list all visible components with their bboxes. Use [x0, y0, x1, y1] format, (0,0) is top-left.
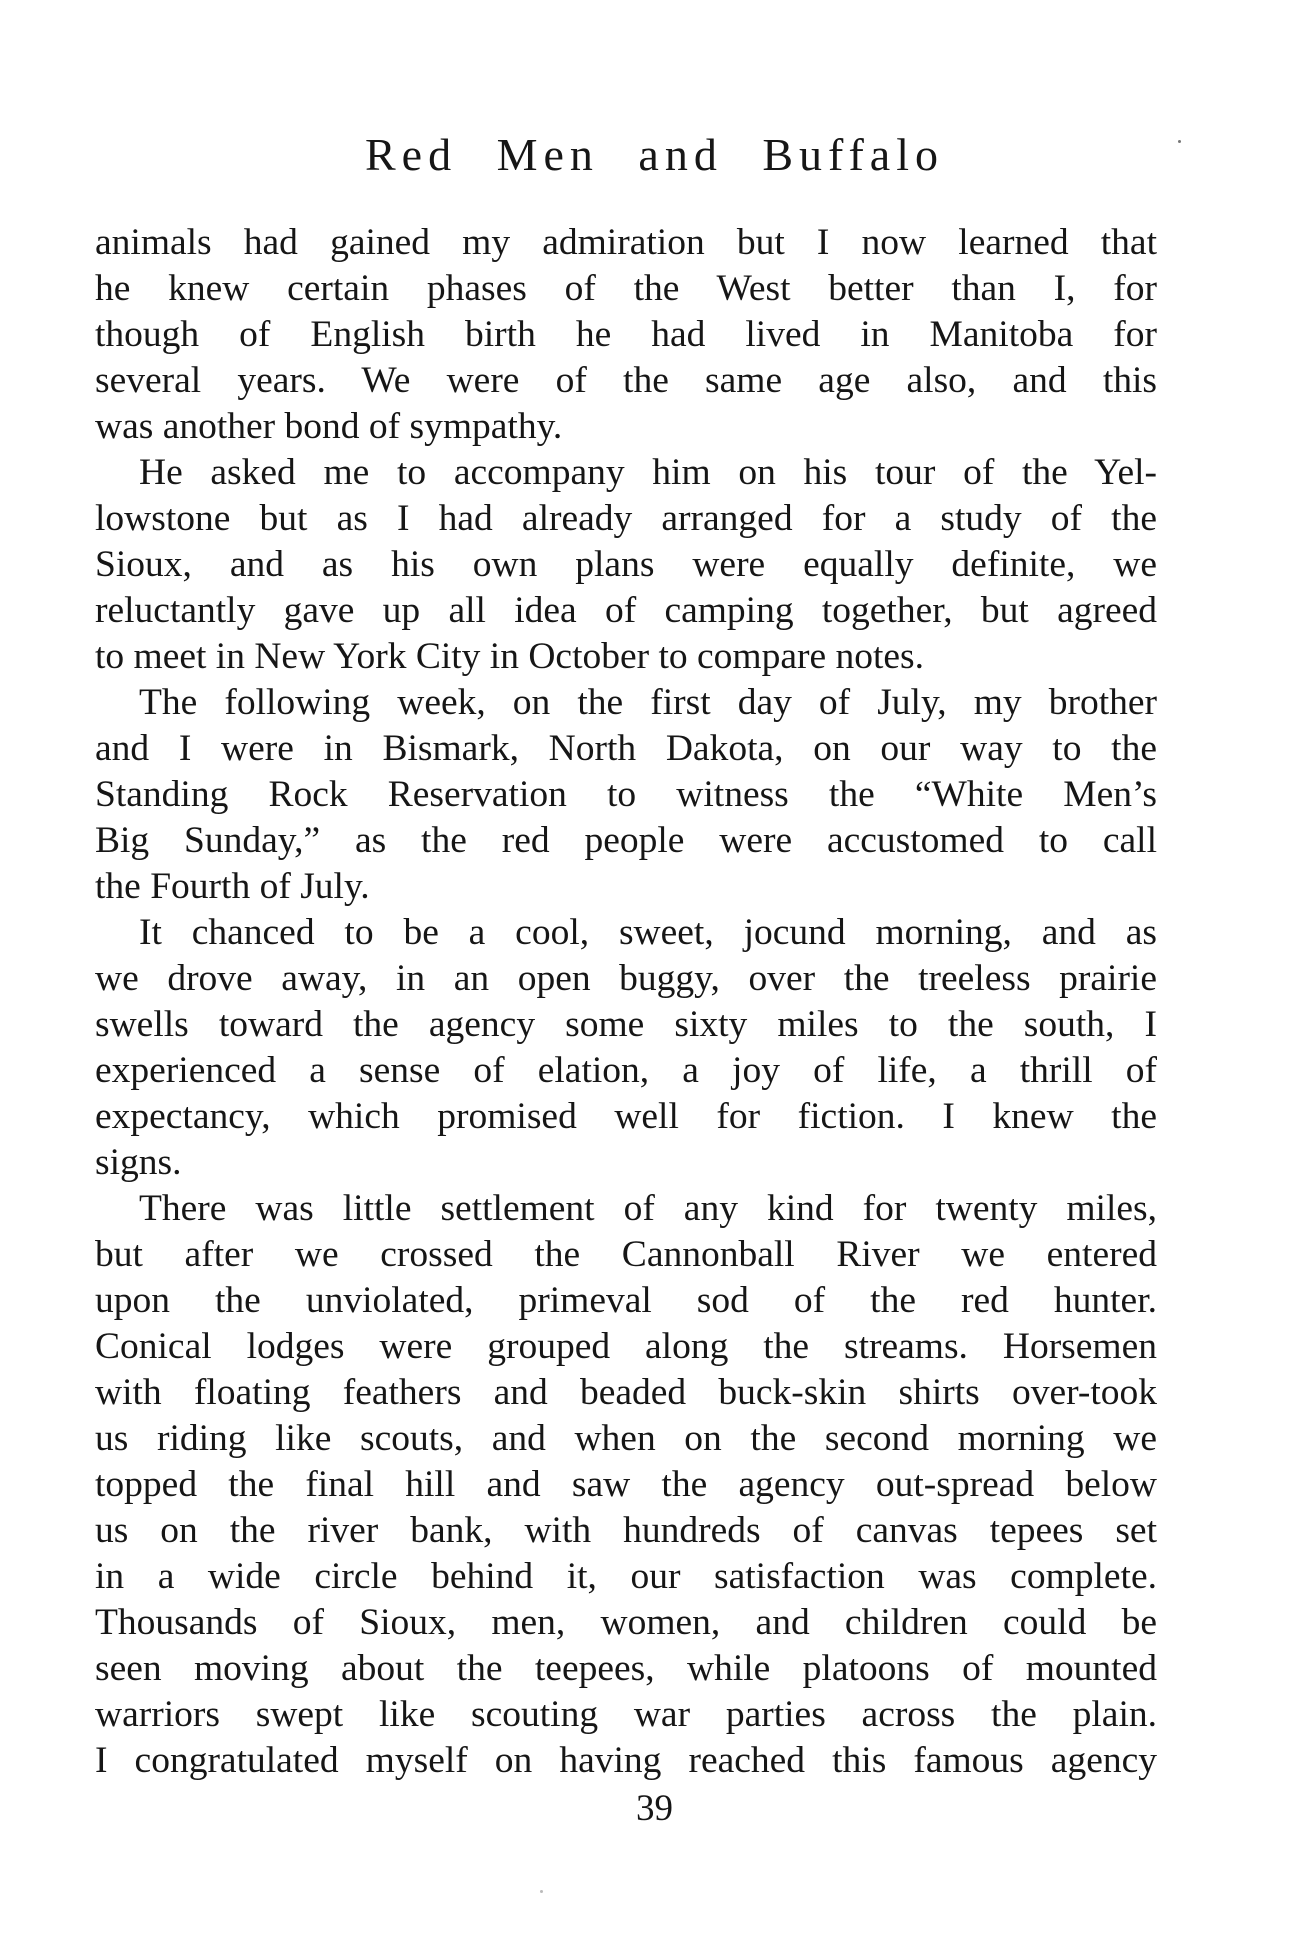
- text-line: was another bond of sympathy.: [95, 406, 563, 447]
- text-line: and I were in Bismark, North Dakota, on our way to the: [95, 728, 1157, 769]
- body-text: [95, 220, 1157, 1784]
- text-line: Big Sunday,” as the red people were accustomed to call: [95, 820, 1157, 861]
- text-line: but after we crossed the Cannonball River we entered: [95, 1234, 1157, 1275]
- text-line: us riding like scouts, and when on the second morning we: [95, 1418, 1157, 1459]
- text-line: He asked me to accompany him on his tour of the Yel-: [139, 452, 1157, 493]
- text-line: he knew certain phases of the West better than I, for: [95, 268, 1157, 309]
- text-line: swells toward the agency some sixty miles to the south, I: [95, 1004, 1157, 1045]
- text-line: Conical lodges were grouped along the streams. Horsemen: [95, 1326, 1157, 1367]
- paragraph-5: [95, 1186, 1157, 1784]
- print-speck: [1178, 140, 1181, 143]
- text-line: Standing Rock Reservation to witness the “White Men’s: [95, 774, 1157, 815]
- text-line: we drove away, in an open buggy, over the treeless prairie: [95, 958, 1157, 999]
- text-line: Thousands of Sioux, men, women, and children could be: [95, 1602, 1157, 1643]
- text-line: animals had gained my admiration but I now learned that: [95, 222, 1157, 263]
- text-line: It chanced to be a cool, sweet, jocund morning, and as: [139, 912, 1157, 953]
- text-line: There was little settlement of any kind for twenty miles,: [139, 1188, 1157, 1229]
- text-line: though of English birth he had lived in Manitoba for: [95, 314, 1157, 355]
- text-line: to meet in New York City in October to compare notes.: [95, 636, 925, 677]
- print-speck: [540, 1890, 543, 1893]
- text-line: topped the final hill and saw the agency out-spread below: [95, 1464, 1157, 1505]
- text-line: The following week, on the first day of July, my brother: [139, 682, 1157, 723]
- text-line: reluctantly gave up all idea of camping together, but agreed: [95, 590, 1157, 631]
- paragraph-2: [95, 450, 1157, 680]
- text-line: us on the river bank, with hundreds of canvas tepees set: [95, 1510, 1157, 1551]
- text-line: several years. We were of the same age also, and this: [95, 360, 1157, 401]
- text-line: expectancy, which promised well for fiction. I knew the: [95, 1096, 1157, 1137]
- paragraph-1: [95, 220, 1157, 450]
- text-line: upon the unviolated, primeval sod of the red hunter.: [95, 1280, 1157, 1321]
- text-line: lowstone but as I had already arranged for a study of the: [95, 498, 1157, 539]
- text-line: in a wide circle behind it, our satisfaction was complete.: [95, 1556, 1157, 1597]
- running-title: Red Men and Buffalo: [364, 129, 945, 180]
- text-line: seen moving about the teepees, while platoons of mounted: [95, 1648, 1157, 1689]
- text-line: experienced a sense of elation, a joy of life, a thrill of: [95, 1050, 1157, 1091]
- paragraph-4: [95, 910, 1157, 1186]
- text-line: signs.: [95, 1142, 182, 1183]
- text-line: with floating feathers and beaded buck-skin shirts over-took: [95, 1372, 1157, 1413]
- page-number: 39: [636, 1788, 673, 1829]
- text-line: the Fourth of July.: [95, 866, 370, 907]
- paragraph-3: [95, 680, 1157, 910]
- text-line: I congratulated myself on having reached this famous agency: [95, 1740, 1157, 1781]
- text-line: warriors swept like scouting war parties across the plain.: [95, 1694, 1157, 1735]
- text-line: Sioux, and as his own plans were equally definite, we: [95, 544, 1157, 585]
